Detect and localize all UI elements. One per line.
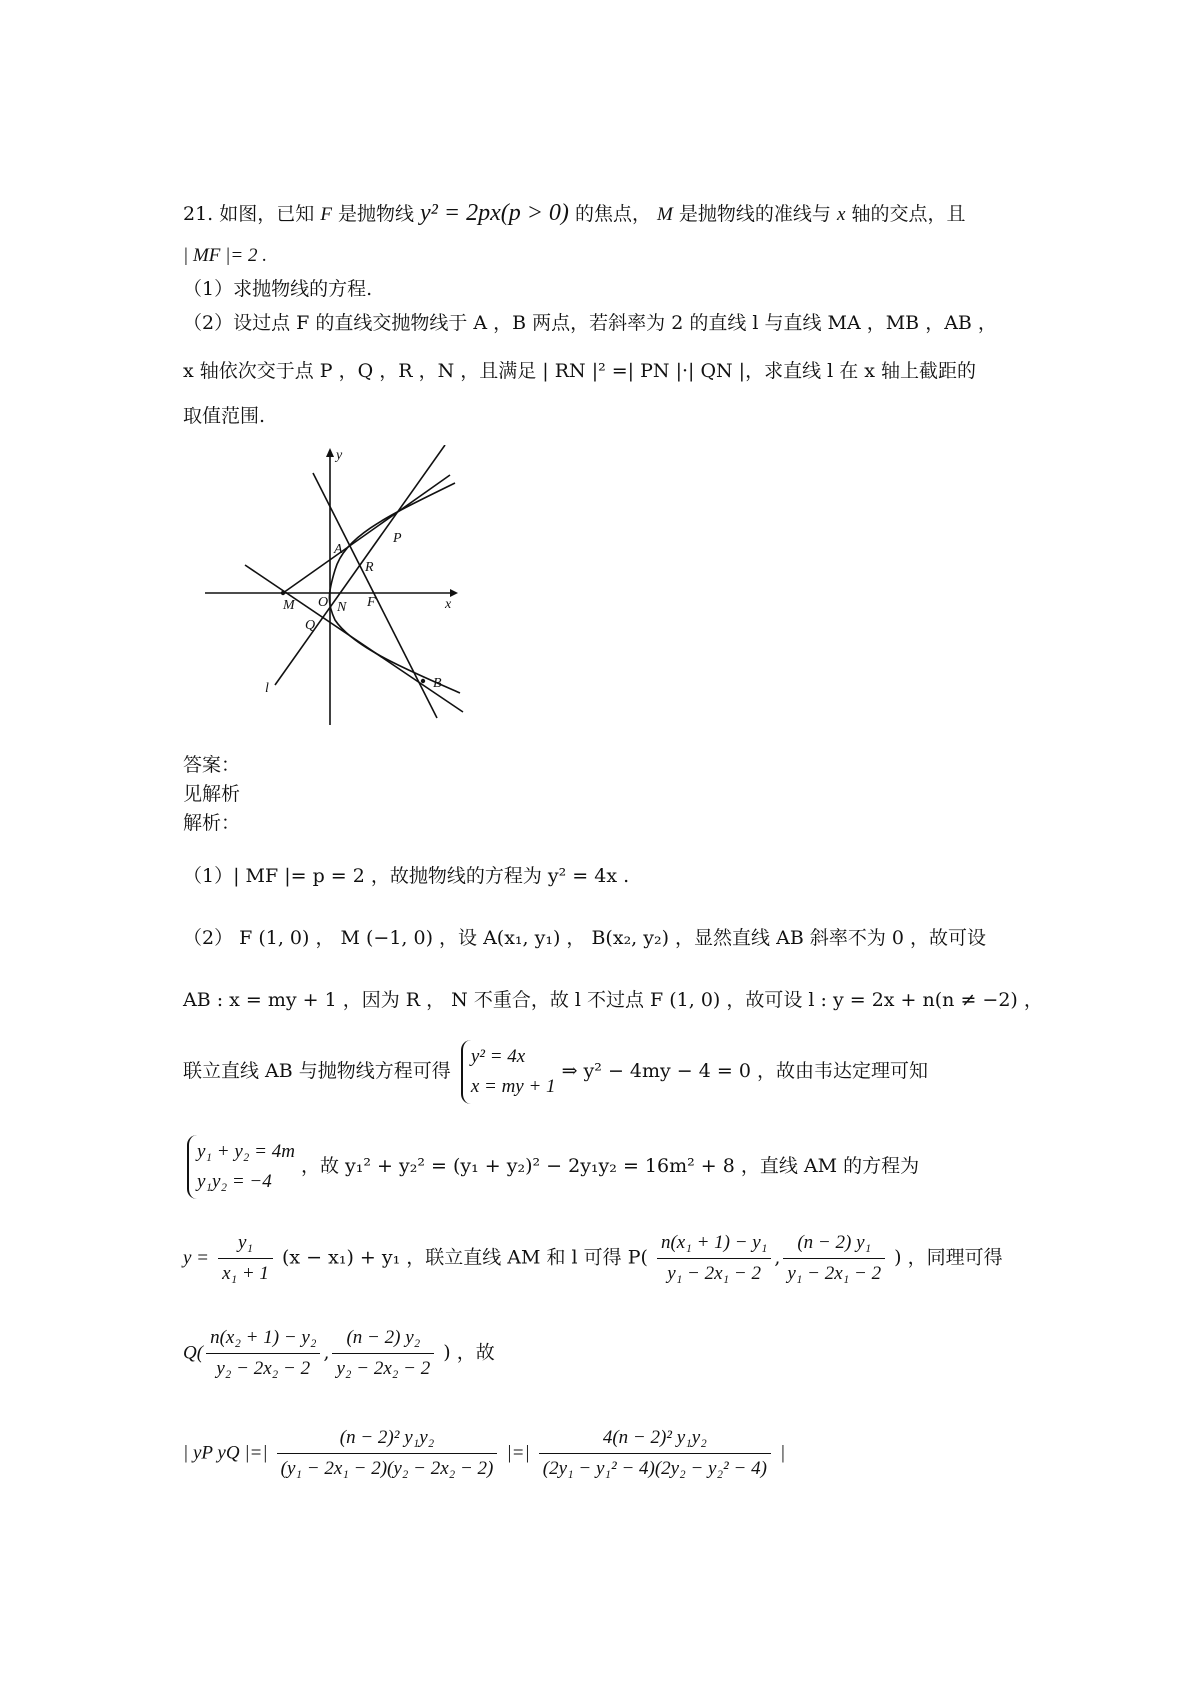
problem-line-1 (183, 200, 965, 228)
solution-text: ) ，同理可得 (894, 1246, 1003, 1269)
solution-step-3: AB : x = my + 1 ，因为 R ， N 不重合，故 l 不过点 F (1, 0) ，故可设 l : y = 2x + n(n ≠ −2) ， (183, 989, 1043, 1011)
point-m (281, 591, 285, 595)
point-label-m: M (657, 204, 673, 225)
problem-text: 轴的交点，且 (851, 203, 966, 225)
system-equation-1: y² = 4x (470, 1046, 526, 1067)
fraction (657, 1230, 771, 1287)
point-b (421, 679, 425, 683)
answer-text: 见解析 (183, 783, 241, 805)
label-o: O (318, 595, 329, 610)
y-axis-arrow-icon (326, 448, 334, 457)
label-b: B (433, 676, 442, 691)
fraction-numerator: (n − 2)² y₁y₂ (277, 1425, 498, 1454)
equation-system (461, 1040, 556, 1104)
solution-step-8 (183, 1425, 785, 1482)
fraction-numerator: (n − 2) y₁ (783, 1230, 885, 1259)
line-l (275, 445, 445, 685)
fraction-denominator: x₁ + 1 (222, 1263, 269, 1284)
solution-text: ⇒ y² − 4my − 4 = 0 ，故由韦达定理可知 (561, 1060, 928, 1082)
label-y: y (336, 448, 343, 463)
axis-label-x: x (836, 204, 846, 225)
solution-text: ) ，故 (443, 1341, 495, 1364)
solution-step-7: Q( $\frac{\text{n(x₂ + 1) − y₂}}{\text{y₂ − 2x₂ − 2}}$ , $\frac{\text{(n − 2) y₂}}{\text{y₂ − 2x₂ − 2}}$ ) ，故 (183, 1325, 495, 1382)
fraction-denominator: y₁ − 2x₁ − 2 (787, 1263, 882, 1284)
x-axis-arrow-icon (450, 589, 458, 597)
problem-text: 的焦点， (574, 203, 651, 225)
label-f: F (367, 595, 376, 610)
problem-part-2-line-2: x 轴依次交于点 P ，Q ，R ，N ，且满足 | RN |² =| PN |·| QN |，求直线 l 在 x 轴上截距的 (183, 360, 977, 382)
fraction-numerator: 4(n − 2)² y₁y₂ (539, 1425, 771, 1454)
problem-part-2-line-1: （2）设过点 F 的直线交抛物线于 A ，B 两点，若斜率为 2 的直线 l 与直线 MA ，MB ，AB ， (183, 312, 997, 334)
label-q: Q (305, 618, 316, 633)
solution-text: | yP yQ |=| (183, 1442, 268, 1464)
fraction-numerator: (n − 2) y₂ (332, 1325, 434, 1354)
line-ma (283, 475, 450, 593)
line-mb (245, 565, 463, 712)
problem-part-2-line-3: 取值范围. (183, 405, 266, 427)
vieta-system (187, 1135, 295, 1199)
solution-text: ，故 y₁² + y₂² = (y₁ + y₂)² − 2y₁y₂ = 16m² + 8 ，直线 AM 的方程为 (301, 1155, 920, 1177)
solution-text: 联立直线 AB 与抛物线方程可得 (183, 1060, 451, 1082)
problem-number-text: 21. 如图，已知 (183, 203, 315, 225)
fraction (539, 1425, 771, 1482)
solution-step-2: （2） F (1, 0) ， M (−1, 0) ，设 A(x₁, y₁) ， B(x₂, y₂) ，显然直线 AB 斜率不为 0 ，故可设 (183, 927, 986, 949)
problem-part-1: （1）求抛物线的方程. (183, 278, 373, 300)
problem-text: 是抛物线 (337, 203, 414, 225)
solution-text: y = (183, 1247, 210, 1269)
system-equation-2: x = my + 1 (470, 1076, 556, 1097)
problem-text: 是抛物线的准线与 (678, 203, 831, 225)
answer-label: 答案： (183, 754, 241, 776)
solution-text: | (779, 1442, 786, 1464)
fraction (218, 1230, 273, 1287)
solution-text: |=| (506, 1442, 530, 1464)
fraction (277, 1425, 498, 1482)
focus-label-f: F (320, 204, 332, 225)
fraction-numerator: n(x₂ + 1) − y₂ (206, 1325, 320, 1354)
vieta-product: y₁y₂ = −4 (197, 1171, 272, 1192)
analysis-label: 解析： (183, 812, 241, 834)
fraction (332, 1325, 434, 1382)
parabola-equation: y² = 2px(p > 0) (420, 200, 569, 226)
label-r: R (365, 560, 374, 575)
vieta-sum: y₁ + y₂ = 4m (197, 1141, 295, 1162)
fraction-denominator: y₂ − 2x₂ − 2 (336, 1358, 431, 1379)
label-n: N (337, 600, 347, 615)
solution-text: (x − x₁) + y₁ ，联立直线 AM 和 l 可得 P( (281, 1246, 648, 1269)
solution-step-1: （1）| MF |= p = 2 ，故抛物线的方程为 y² = 4x . (183, 865, 630, 887)
solution-step-5 (183, 1135, 919, 1199)
parabola-figure (205, 445, 475, 730)
label-p: P (393, 531, 402, 546)
fraction (783, 1230, 885, 1287)
fraction-denominator: y₁ − 2x₁ − 2 (667, 1263, 761, 1284)
solution-step-4 (183, 1040, 928, 1104)
fraction-denominator: y₂ − 2x₂ − 2 (216, 1358, 311, 1379)
fraction-numerator: y₁ (218, 1230, 273, 1259)
fraction-denominator: (y₁ − 2x₁ − 2)(y₂ − 2x₂ − 2) (280, 1458, 494, 1479)
fraction-denominator: (2y₁ − y₁² − 4)(2y₂ − y₂² − 4) (542, 1458, 767, 1479)
label-a: A (334, 542, 343, 557)
fraction-numerator: n(x₁ + 1) − y₁ (657, 1230, 771, 1259)
label-m: M (283, 598, 295, 613)
label-x: x (445, 597, 452, 612)
problem-line-2: | MF |= 2 . (183, 245, 267, 266)
label-l: l (265, 681, 269, 696)
solution-step-6: y = $\frac{\text{y₁}}{\text{x₁ + 1}}$ (x − x₁) + y₁ ，联立直线 AM 和 l 可得 P( $\frac{\text{n(x₁ + 1) − y₁}}{\text{y₁ − 2x₁ − 2}}$ , $\frac{\text{(n − 2) y₁}}{\text{y₁ − 2x₁ − 2}}$ ) ，同理可得 (183, 1230, 1003, 1287)
fraction (206, 1325, 320, 1382)
solution-text: Q( (183, 1342, 204, 1364)
